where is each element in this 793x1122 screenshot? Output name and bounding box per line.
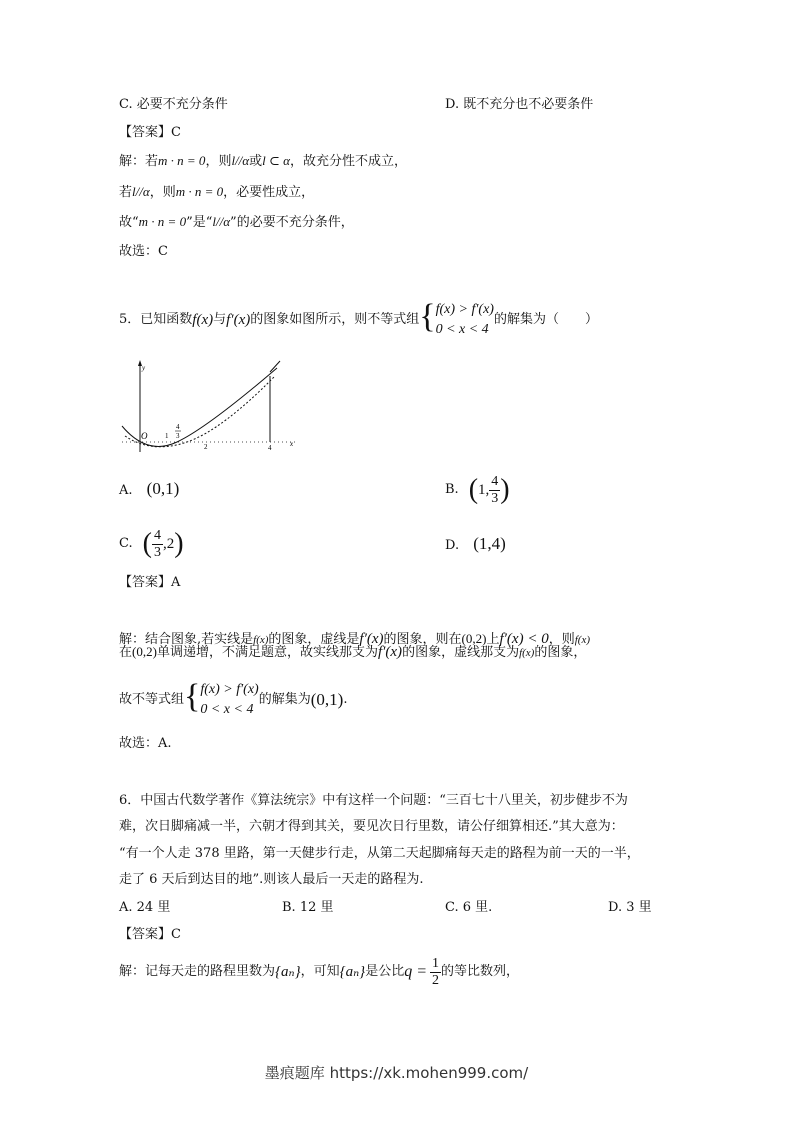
y-label: y [142, 364, 146, 372]
q4-solution-line-1 [119, 152, 407, 171]
origin-label: O [141, 431, 148, 441]
q5-solution-line-2 [119, 643, 586, 662]
fraction [152, 528, 163, 561]
option-letter: C. [119, 536, 133, 551]
option-letter: A. [119, 483, 133, 498]
math-expr: (0,2) [461, 631, 487, 646]
left-paren: ( [468, 474, 479, 505]
text: 5．已知函数 [119, 312, 193, 327]
q5-stem [119, 300, 598, 340]
fraction-den: 3 [153, 544, 161, 560]
text: 故不等式组 [119, 692, 185, 707]
left-paren: ( [142, 528, 152, 559]
math-expr: f(x) [253, 634, 269, 646]
q4-choice: 故选：C [119, 244, 168, 259]
text: 单调递增，不满足题意，故实线那支为 [156, 645, 378, 660]
right-paren: ) [174, 528, 184, 559]
text: 若 [119, 185, 133, 200]
text: 的解集为 [258, 692, 311, 707]
system-row-2: 0 < x < 4 [200, 702, 254, 717]
q6-stem-line-3: “有一个人走 378 里路，第一天健步行走，从第二天起脚痛每天走的路程为前一天的一半， [119, 846, 640, 861]
text: 解：结合图象,若实线是 [119, 632, 254, 647]
x-label: x [290, 440, 294, 448]
math-fprime: f′(x) [226, 312, 251, 328]
math-expr: m · n = 0 [175, 184, 224, 199]
fraction-den: 2 [432, 972, 439, 988]
option-d-value: (1,4) [473, 534, 506, 553]
solution-set: (0,1) [310, 690, 344, 709]
text: ，则 [205, 154, 232, 169]
option-c-end: ,2 [162, 536, 175, 552]
math-sequence: {aₙ} [339, 964, 366, 980]
fraction [430, 956, 441, 989]
math-expr: l//α [231, 153, 250, 168]
q4-answer: 【答案】C [119, 125, 181, 140]
math-expr: (0,2) [132, 644, 157, 659]
text: 或 [249, 154, 263, 169]
tick-frac-num: 4 [176, 423, 180, 431]
page-footer: 墨痕题库 https://xk.mohen999.com/ [264, 1064, 529, 1082]
option-letter: D. [445, 538, 460, 553]
text: 的解集为（ ） [493, 312, 598, 327]
option-b-start: 1, [478, 482, 490, 498]
q6-option-b: B. 12 里 [282, 900, 334, 915]
q5-option-b [445, 470, 510, 510]
left-brace: { [419, 298, 436, 335]
math-expr: l//α [212, 214, 231, 229]
q5-solution-line-3 [119, 680, 347, 720]
fraction-num: 1 [432, 955, 439, 971]
math-expr: f′(x) < 0 [499, 631, 549, 647]
q5-answer: 【答案】A [119, 575, 181, 590]
q6-stem-line-1: 6．中国古代数学著作《算法统宗》中有这样一个问题：“三百七十八里关，初步健步不为 [119, 793, 628, 808]
q6-option-a: A. 24 里 [119, 900, 171, 915]
math-expr: f′(x) [359, 631, 384, 647]
math-ratio: q = [404, 963, 427, 980]
text: 在 [119, 645, 133, 660]
text: . [343, 692, 348, 707]
right-paren: ) [500, 474, 510, 505]
text: ，可知 [300, 964, 340, 979]
dashed-curve [125, 376, 275, 447]
inequality-system [184, 680, 259, 720]
fraction [489, 474, 500, 507]
math-expr: m · n = 0 [158, 153, 206, 168]
left-brace: { [184, 678, 201, 715]
fraction-den: 3 [491, 490, 499, 506]
fraction-num: 4 [153, 527, 161, 543]
text: 故“ [119, 215, 139, 230]
q6-stem-line-2: 难，次日脚痛减一半，六朝才得到其关，要见次日行里数，请公仔细算相还.”其大意为： [119, 819, 624, 834]
q4-option-c: C. 必要不充分条件 [119, 97, 228, 112]
function-graph [117, 356, 302, 456]
text: 解：记每天走的路程里数为 [119, 964, 276, 979]
tick-4: 4 [268, 444, 272, 452]
math-expr: m · n = 0 [138, 214, 187, 229]
text: ，必要性成立， [223, 185, 315, 200]
text: 的图象， [534, 645, 587, 660]
q5-option-c [119, 524, 184, 564]
q5-option-a [119, 480, 179, 500]
option-a-value: (0,1) [146, 479, 180, 498]
text: ，故充分性不成立， [289, 154, 407, 169]
text: 的图象，虚线是 [268, 632, 360, 647]
text: 的图象，则在 [383, 632, 462, 647]
math-expr: f(x) [519, 647, 535, 659]
text: 是公比 [365, 964, 405, 979]
tick-frac-den: 3 [176, 432, 180, 440]
text: ”的必要不充分条件， [230, 215, 354, 230]
inequality-system [419, 300, 494, 340]
fraction-num: 4 [491, 473, 499, 489]
q6-stem-line-4: 走了 6 天后到达目的地”.则该人最后一天走的路程为. [119, 872, 424, 887]
option-letter: B. [445, 482, 459, 497]
text: ”是“ [186, 215, 213, 230]
text: 的等比数列， [441, 964, 520, 979]
system-row-1: f(x) > f′(x) [435, 302, 494, 317]
q5-choice: 故选：A. [119, 736, 172, 751]
math-f: f(x) [192, 312, 214, 328]
text: 与 [213, 312, 227, 327]
tick-2: 2 [204, 443, 208, 451]
system-row-2: 0 < x < 4 [435, 322, 489, 337]
text: 解：若 [119, 154, 159, 169]
q4-option-d: D. 既不充分也不必要条件 [445, 97, 594, 112]
tick-1: 1 [165, 432, 169, 440]
q6-option-d: D. 3 里 [608, 900, 652, 915]
q5-option-d [445, 535, 506, 555]
math-expr: f′(x) [377, 644, 403, 660]
text: 的图象，虚线那支为 [402, 645, 520, 660]
math-expr: l ⊂ α [262, 153, 290, 168]
text: ，则 [149, 185, 176, 200]
q4-solution-line-3 [119, 213, 354, 232]
q6-answer: 【答案】C [119, 927, 181, 942]
q6-solution-line-1 [119, 952, 519, 992]
math-expr: l//α [132, 184, 150, 199]
text: 上 [486, 632, 500, 647]
text: ，则 [548, 632, 575, 647]
math-sequence: {aₙ} [275, 964, 301, 980]
math-expr: f(x) [574, 634, 590, 646]
q4-solution-line-2 [119, 183, 314, 202]
system-row-1: f(x) > f′(x) [200, 682, 259, 697]
q6-option-c: C. 6 里. [445, 900, 493, 915]
text: 的图象如图所示，则不等式组 [250, 312, 420, 327]
